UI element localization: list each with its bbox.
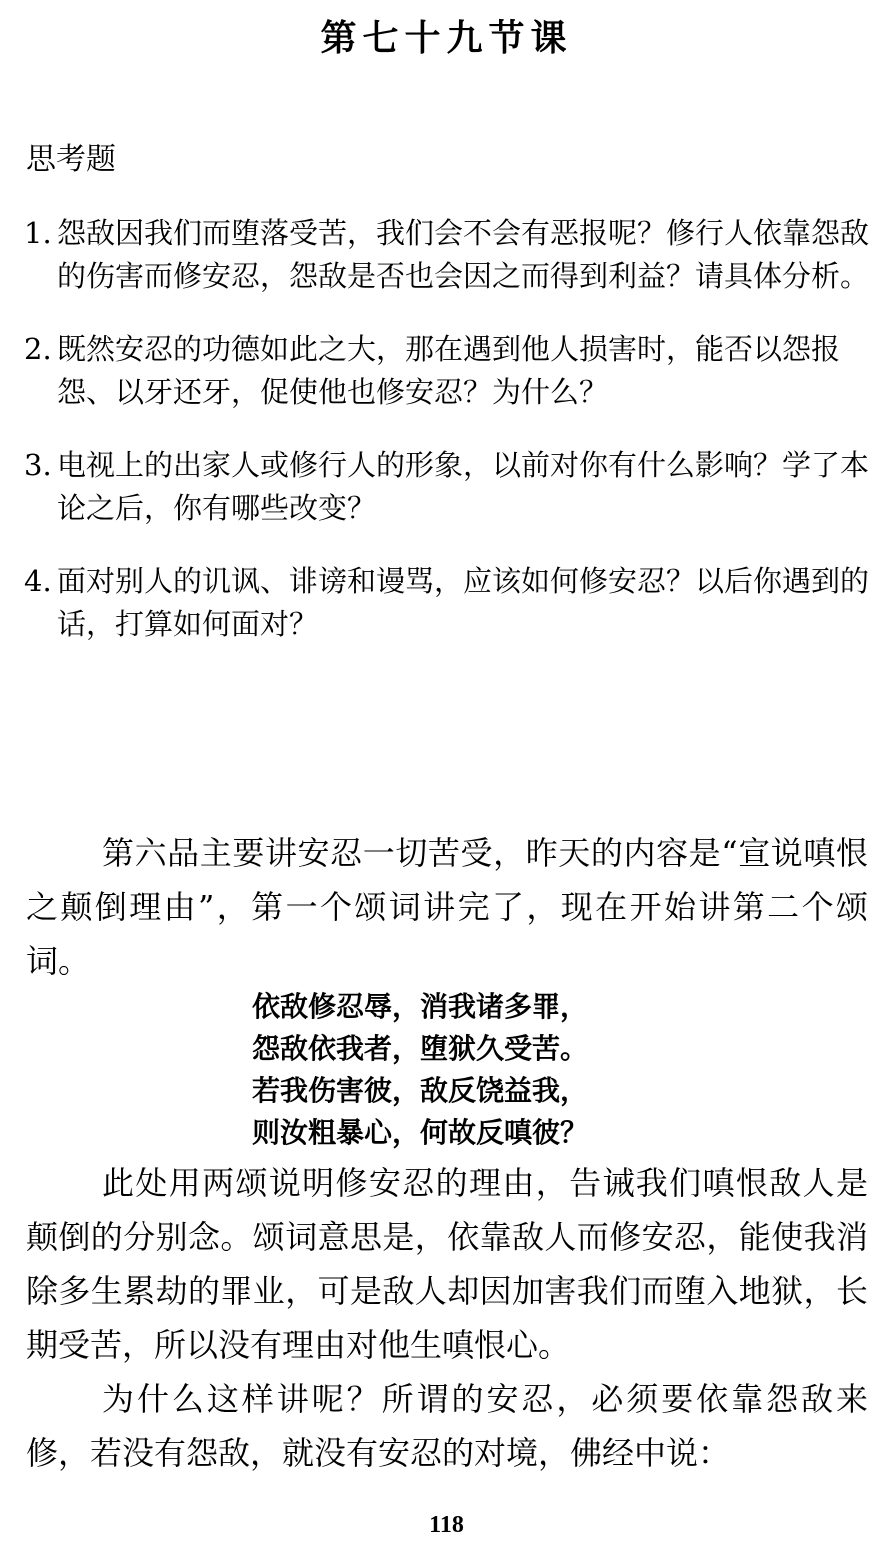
paragraph-text: 第六品主要讲安忍一切苦受，昨天的内容是“宣说嗔恨之颠倒理由”，第一个颂词讲完了，现在开始讲第二个颂词。	[26, 834, 868, 980]
question-number: 1.	[24, 216, 52, 250]
question-text: 面对别人的讥讽、诽谤和谩骂，应该如何修安忍？以后你遇到的话，打算如何面对？	[57, 564, 870, 641]
verse-line: 怨敌依我者，堕狱久受苦。	[252, 1032, 589, 1065]
verse-line: 若我伤害彼，敌反饶益我，	[252, 1074, 589, 1107]
verse-block	[252, 986, 588, 1154]
question-item	[24, 212, 874, 298]
paragraph-text: 为什么这样讲呢？所谓的安忍，必须要依靠怨敌来修，若没有怨敌，就没有安忍的对境，佛经中说：	[26, 1380, 868, 1472]
body-paragraph	[26, 826, 868, 988]
page-title: 第七十九节课	[320, 18, 573, 59]
section-label: 思考题	[26, 142, 116, 177]
page-number: 118	[429, 1512, 464, 1538]
verse-line: 则汝粗暴心，何故反嗔彼？	[252, 1116, 589, 1149]
question-item	[24, 560, 874, 646]
question-number: 4.	[24, 564, 52, 598]
question-text: 怨敌因我们而堕落受苦，我们会不会有恶报呢？修行人依靠怨敌的伤害而修安忍，怨敌是否也会因之而得到利益？请具体分析。	[57, 216, 870, 293]
question-text: 电视上的出家人或修行人的形象，以前对你有什么影响？学了本论之后，你有哪些改变？	[57, 448, 870, 525]
question-item	[24, 444, 874, 530]
body-paragraph	[26, 1156, 868, 1372]
question-list	[24, 212, 874, 676]
question-number: 3.	[24, 448, 52, 482]
question-number: 2.	[24, 332, 52, 366]
body-paragraph	[26, 1372, 868, 1480]
paragraph-text: 此处用两颂说明修安忍的理由，告诫我们嗔恨敌人是颠倒的分别念。颂词意思是，依靠敌人而修安忍，能使我消除多生累劫的罪业，可是敌人却因加害我们而堕入地狱，长期受苦，所以没有理由对他生嗔恨心。	[26, 1164, 868, 1364]
question-text: 既然安忍的功德如此之大，那在遇到他人损害时，能否以怨报怨、以牙还牙，促使他也修安忍？为什么？	[57, 332, 841, 409]
question-item	[24, 328, 874, 414]
verse-line: 依敌修忍辱，消我诸多罪，	[252, 990, 589, 1023]
